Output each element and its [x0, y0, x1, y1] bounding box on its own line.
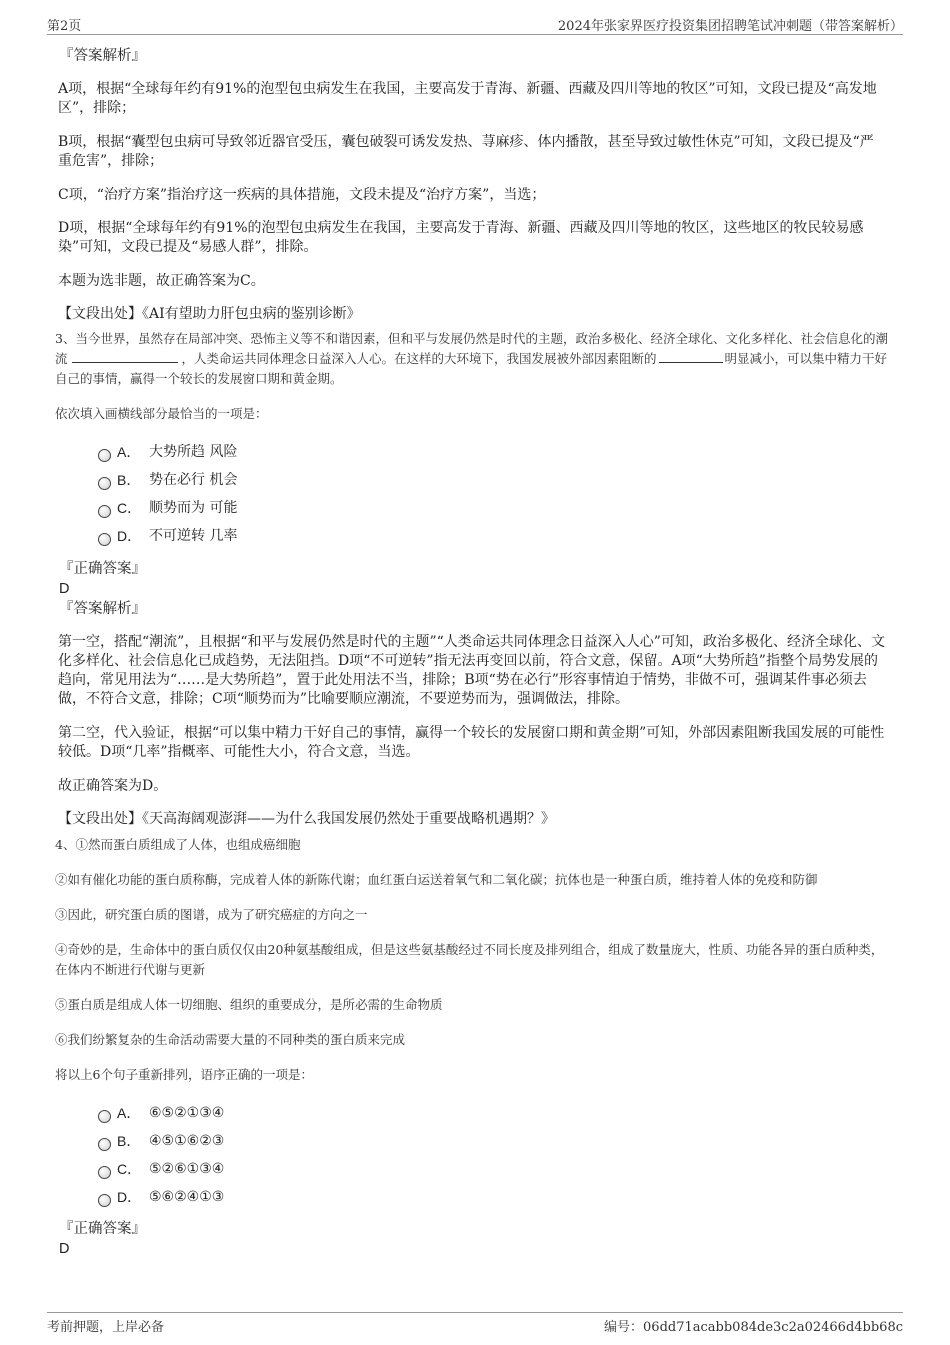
conclusion: 本题为选非题，故正确答案为C。 — [58, 273, 265, 289]
page-number: 第2页 — [47, 19, 82, 34]
analysis-option-c: C项，“治疗方案”指治疗这一疾病的具体措施，文段未提及“治疗方案”，当选； — [58, 187, 546, 203]
option-b[interactable]: B． ④⑤①⑥②③ — [98, 1127, 895, 1155]
analysis-paragraph-1: 第一空，搭配“潮流”，且根据“和平与发展仍然是时代的主题”“人类命运共同体理念日益深入人心”可知，政治多极化、经济全球化、文化多样化、社会信息化已成趋势，无法阻挡。D项“不可逆转”指无法再变回以前，符合文意，保留。A项“大势所趋”指整个局势发展的趋向，常见用法为“……是大势所趋”，置于此处用法不当，排除；B项“势在必行”形容事情迫于情势，非做不可，强调某件事必须去做，不符合文意，排除；C项“顺势而为”比喻要顺应潮流，不要逆势而为，强调做法，排除。 — [58, 634, 885, 707]
radio-button[interactable] — [98, 505, 111, 518]
radio-button[interactable] — [98, 1166, 111, 1179]
question-3-stem: 3、当今世界，虽然存在局部冲突、恐怖主义等不和谐因素，但和平与发展仍然是时代的主题，政治多极化、经济全球化、文化多样化、社会信息化的潮流 ，人类命运共同体理念日益深入人心。在这样的大环境下，我国发展被外部因素阻断的 明显减小，可以集中精力干好自己的事情，赢得一个较长的发展窗口期和黄金期。 — [55, 331, 888, 386]
question-3-options — [98, 438, 895, 550]
radio-button[interactable] — [98, 1110, 111, 1123]
option-d[interactable]: D． 不可逆转 几率 — [98, 522, 895, 550]
analysis-option-b: B项，根据“囊型包虫病可导致邻近器官受压，囊包破裂可诱发发热、荨麻疹、体内播散，甚至导致过敏性休克”可知，文段已提及“严重危害”，排除； — [58, 134, 874, 169]
radio-button[interactable] — [98, 1138, 111, 1151]
question-4-sentence-4: ④奇妙的是，生命体中的蛋白质仅仅由20种氨基酸组成，但是这些氨基酸经过不同长度及排列组合，组成了数量庞大，性质、功能各异的蛋白质种类，在体内不断进行代谢与更新 — [55, 942, 884, 977]
analysis-option-a: A项，根据“全球每年约有91%的泡型包虫病发生在我国，主要高发于青海、新疆、西藏及四川等地的牧区”可知，文段已提及“高发地区”，排除； — [58, 81, 877, 116]
option-d[interactable]: D． ⑤⑥②④①③ — [98, 1183, 895, 1211]
option-c[interactable]: C． 顺势而为 可能 — [98, 494, 895, 522]
question-4-prompt: 将以上6个句子重新排列，语序正确的一项是： — [55, 1067, 313, 1082]
question-4-sentence-2: ②如有催化功能的蛋白质称酶，完成着人体的新陈代谢；血红蛋白运送着氧气和二氧化碳；抗体也是一种蛋白质，维持着人体的免疫和防御 — [55, 872, 818, 887]
analysis-paragraph-2: 第二空，代入验证，根据“可以集中精力干好自己的事情，赢得一个较长的发展窗口期和黄金期”可知，外部因素阻断我国发展的可能性较低。D项“几率”指概率、可能性大小，符合文意，当选。 — [58, 725, 885, 760]
source-citation: 【文段出处】《天高海阔观澎湃——为什么我国发展仍然处于重要战略机遇期？》 — [58, 811, 555, 827]
question-4-sentence-6: ⑥我们纷繁复杂的生命活动需要大量的不同种类的蛋白质来完成 — [55, 1032, 406, 1047]
correct-answer-label: 『正确答案』 — [59, 561, 146, 577]
document-title: 2024年张家界医疗投资集团招聘笔试冲刺题（带答案解析） — [557, 19, 903, 34]
analysis-label: 『答案解析』 — [59, 48, 146, 64]
option-c[interactable]: C． ⑤②⑥①③④ — [98, 1155, 895, 1183]
correct-answer-label: 『正确答案』 — [59, 1221, 146, 1237]
question-4-sentence-1: 4、①然而蛋白质组成了人体，也组成癌细胞 — [55, 837, 301, 852]
option-b[interactable]: B． 势在必行 机会 — [98, 466, 895, 494]
analysis-label: 『答案解析』 — [59, 601, 146, 617]
page-footer — [47, 1312, 903, 1335]
fill-blank-2 — [659, 350, 723, 363]
option-a[interactable]: A． 大势所趋 风险 — [98, 438, 895, 466]
question-4-options — [98, 1099, 895, 1211]
page-content — [55, 46, 895, 1259]
radio-button[interactable] — [98, 533, 111, 546]
option-a[interactable]: A． ⑥⑤②①③④ — [98, 1099, 895, 1127]
fill-blank-1 — [72, 350, 178, 363]
radio-button[interactable] — [98, 1194, 111, 1207]
question-3-prompt: 依次填入画横线部分最恰当的一项是： — [55, 406, 268, 421]
correct-answer: D — [59, 1241, 70, 1257]
analysis-option-d: D项，根据“全球每年约有91%的泡型包虫病发生在我国，主要高发于青海、新疆、西藏及四川等地的牧区，这些地区的牧民较易感染”可知，文段已提及“易感人群”，排除。 — [58, 220, 864, 255]
question-4-sentence-5: ⑤蛋白质是组成人体一切细胞、组织的重要成分，是所必需的生命物质 — [55, 997, 443, 1012]
footer-slogan: 考前押题，上岸必备 — [47, 1320, 165, 1335]
document-id: 编号：06dd71acabb084de3c2a02466d4bb68c — [604, 1320, 903, 1335]
radio-button[interactable] — [98, 449, 111, 462]
page-header — [47, 14, 903, 35]
source-citation: 【文段出处】《AI有望助力肝包虫病的鉴别诊断》 — [58, 306, 361, 322]
radio-button[interactable] — [98, 477, 111, 490]
correct-answer: D — [59, 581, 70, 597]
question-4-sentence-3: ③因此，研究蛋白质的图谱，成为了研究癌症的方向之一 — [55, 907, 368, 922]
conclusion: 故正确答案为D。 — [58, 778, 168, 794]
